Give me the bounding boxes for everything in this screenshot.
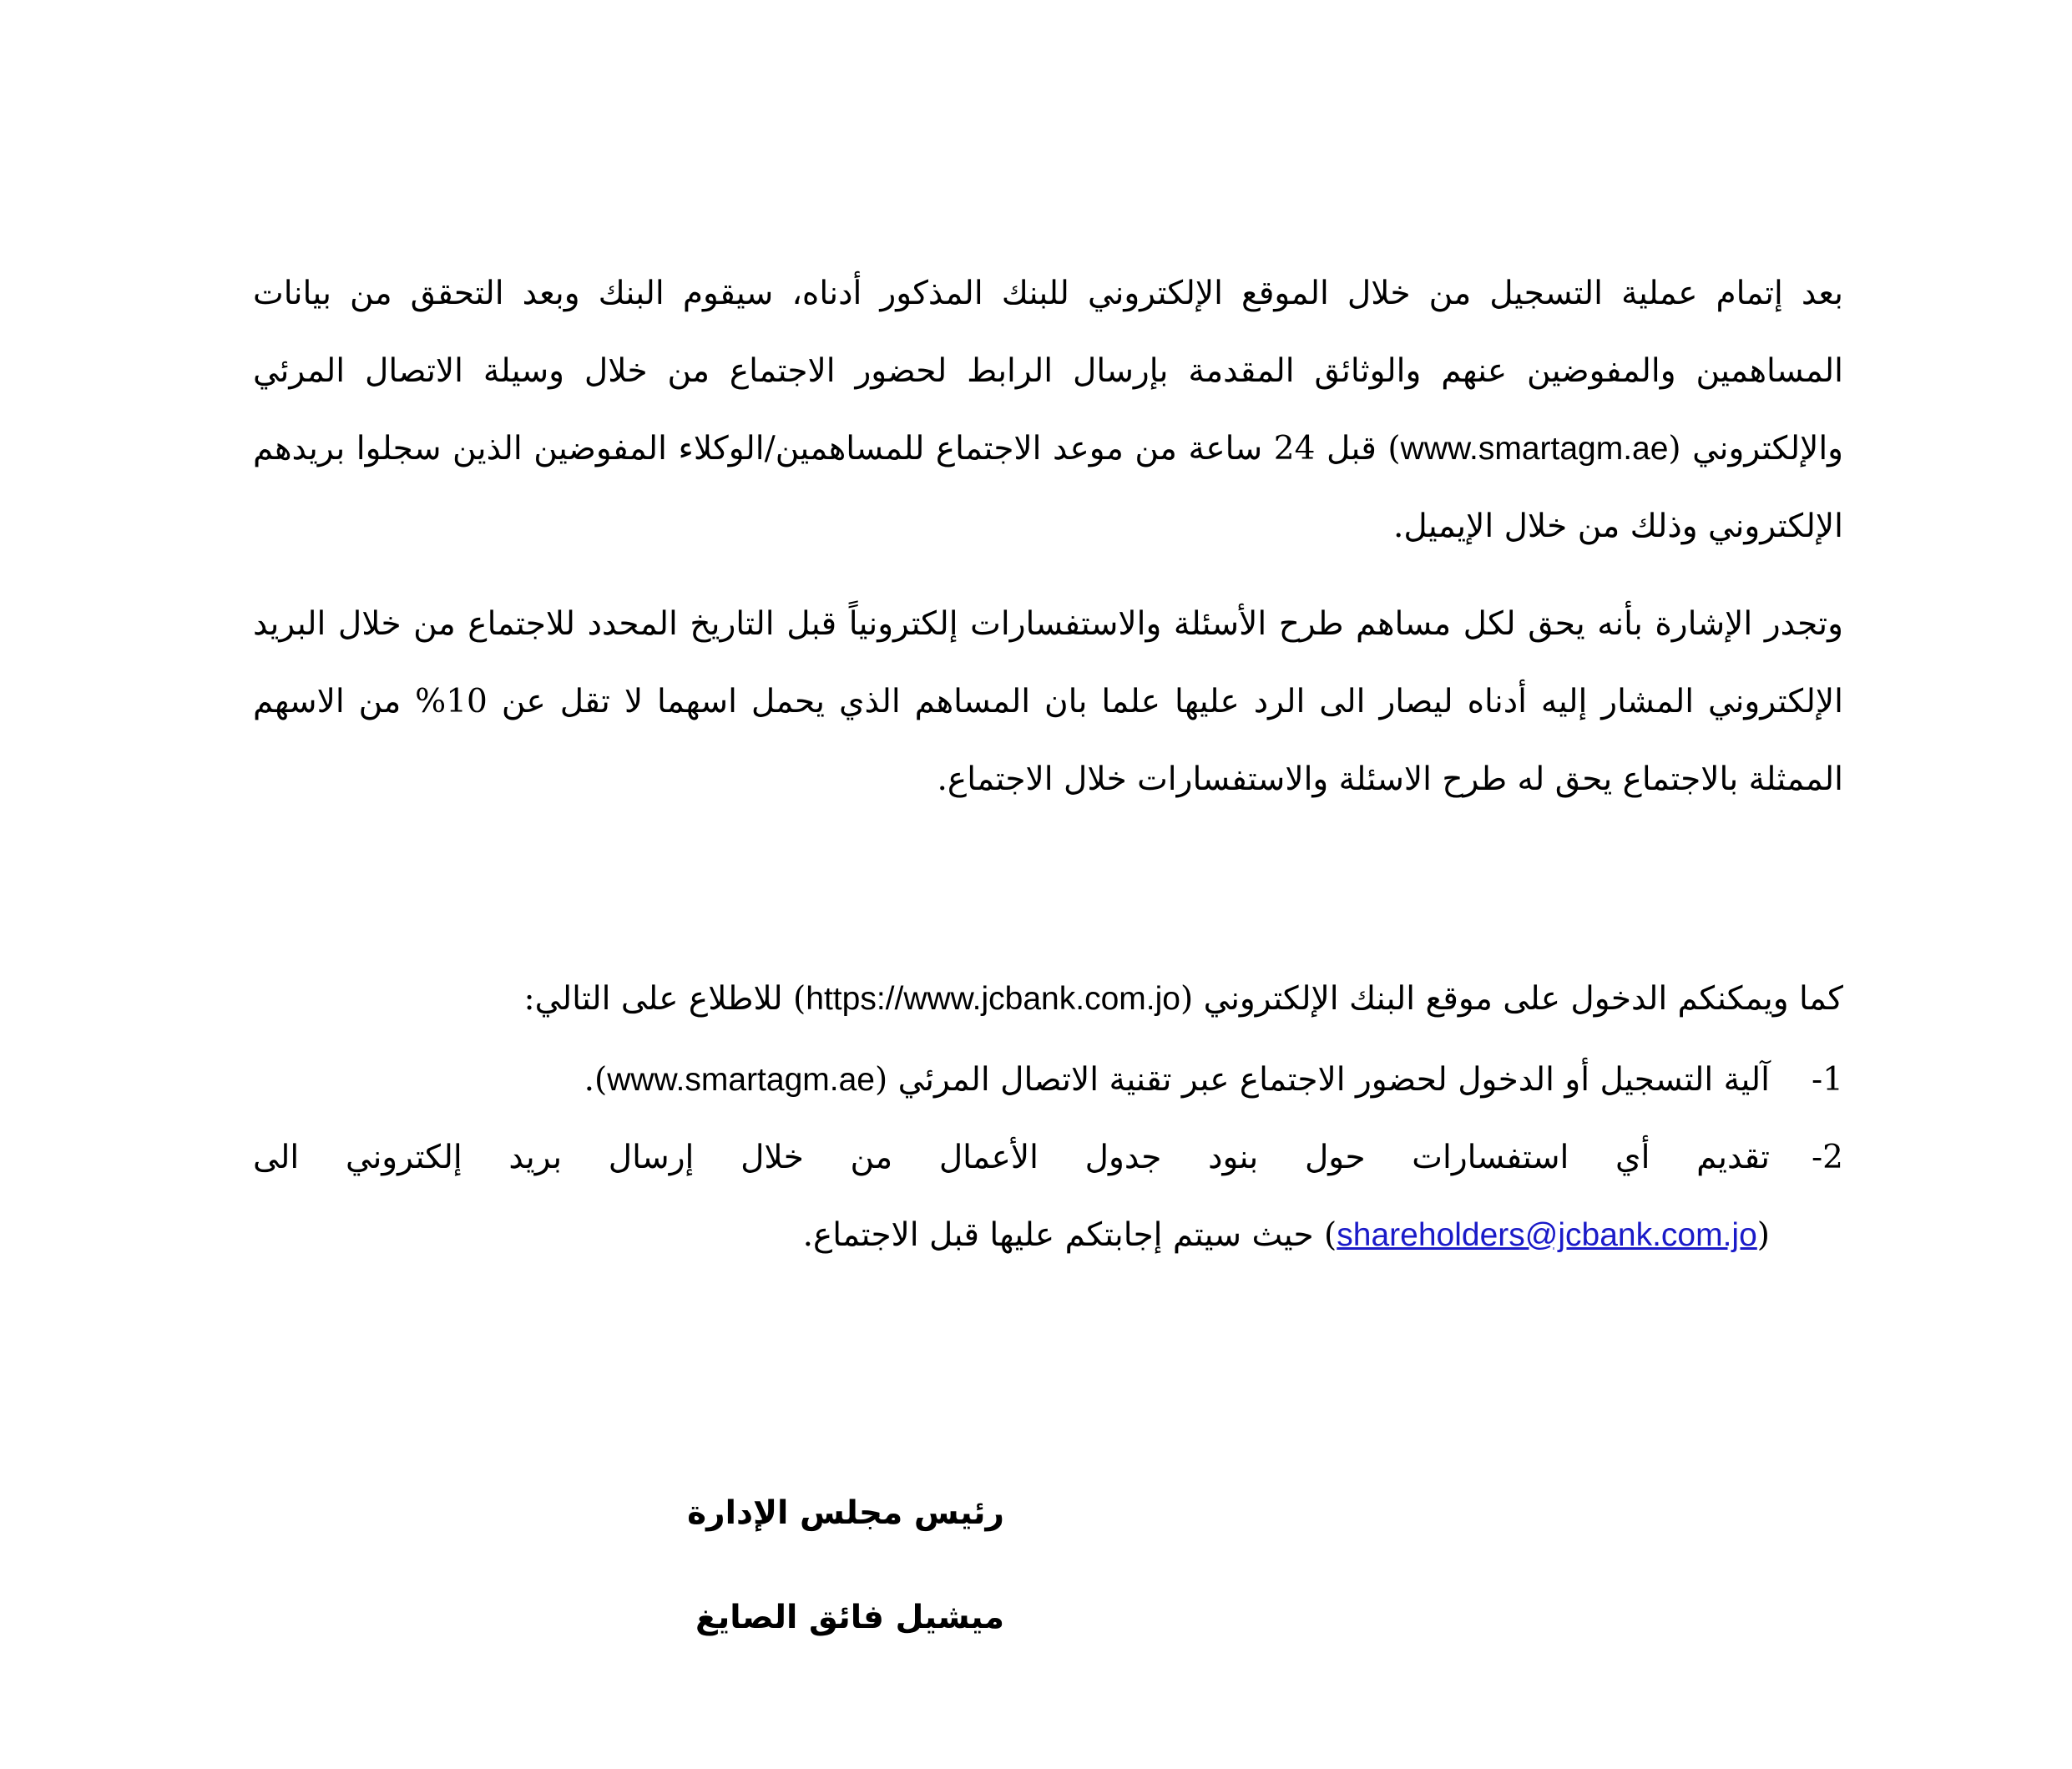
signature-block bbox=[253, 1490, 1004, 1640]
signatory-name: ميشيل فائق الصايغ bbox=[695, 1599, 1004, 1636]
list-item-text bbox=[253, 1041, 1770, 1119]
list-item-1-text-end: ). bbox=[584, 1061, 608, 1099]
registration-text-end: ) قبل 24 ساعة من موعد الاجتماع للمساهمين/الوكلاء المفوضين الذين سجلوا بريدهم الإلكتروني وذلك من خلال الإيميل. bbox=[253, 430, 1843, 545]
signatory-title: رئيس مجلس الإدارة bbox=[687, 1494, 1004, 1532]
smartagm-url-list: www.smartagm.ae bbox=[607, 1062, 875, 1098]
signature-lines bbox=[687, 1490, 1004, 1640]
questions-paragraph: وتجدر الإشارة بأنه يحق لكل مساهم طرح الأسئلة والاستفسارات إلكترونياً قبل التاريخ المحدد للاجتماع من خلال البريد الإلكتروني المشار إليه أدناه ليصار الى الرد عليها علما بان المساهم الذي يحمل اسهما لا تقل عن 10% من الاسهم الممثلة بالاجتماع يحق له طرح الاسئلة والاستفسارات خلال الاجتماع. bbox=[253, 605, 1843, 798]
bank-website-url: https://www.jcbank.com.jo bbox=[806, 981, 1180, 1017]
access-intro-text-start: كما ويمكنكم الدخول على موقع البنك الإلكتروني ( bbox=[1180, 980, 1843, 1018]
list-item-number: 1- bbox=[1811, 1061, 1843, 1099]
list-item-2-text-start: تقديم أي استفسارات حول بنود جدول الأعمال من خلال إرسال بريد إلكتروني الى ( bbox=[253, 1139, 1770, 1254]
list-item-number: 2- bbox=[1811, 1139, 1843, 1176]
letter-body bbox=[253, 255, 1843, 1274]
smartagm-url: www.smartagm.ae bbox=[1400, 431, 1669, 467]
access-intro-paragraph bbox=[253, 960, 1843, 1038]
list-item-inquiries bbox=[253, 1119, 1843, 1274]
registration-text-start: بعد إتمام عملية التسجيل من خلال الموقع الإلكتروني للبنك المذكور أدناه، سيقوم البنك وبعد التحقق من بيانات المساهمين والمفوضين عنهم والوثائق المقدمة بإرسال الرابط لحضور الاجتماع من خلال وسيلة الاتصال المرئي والإلكتروني ( bbox=[253, 275, 1843, 468]
list-item-text bbox=[253, 1119, 1770, 1274]
list-item-1-text-start: آلية التسجيل أو الدخول لحضور الاجتماع عبر تقنية الاتصال المرئي ( bbox=[874, 1061, 1770, 1099]
access-items-list bbox=[253, 1041, 1843, 1274]
shareholders-email-link[interactable]: shareholders@jcbank.com.jo bbox=[1337, 1217, 1757, 1253]
access-intro-text-end: ) للاطلاع على التالي: bbox=[523, 980, 806, 1018]
list-item-2-text-end: ) حيث سيتم إجابتكم عليها قبل الاجتماع. bbox=[802, 1216, 1337, 1254]
list-item-registration bbox=[253, 1041, 1843, 1119]
registration-paragraph bbox=[253, 255, 1843, 565]
